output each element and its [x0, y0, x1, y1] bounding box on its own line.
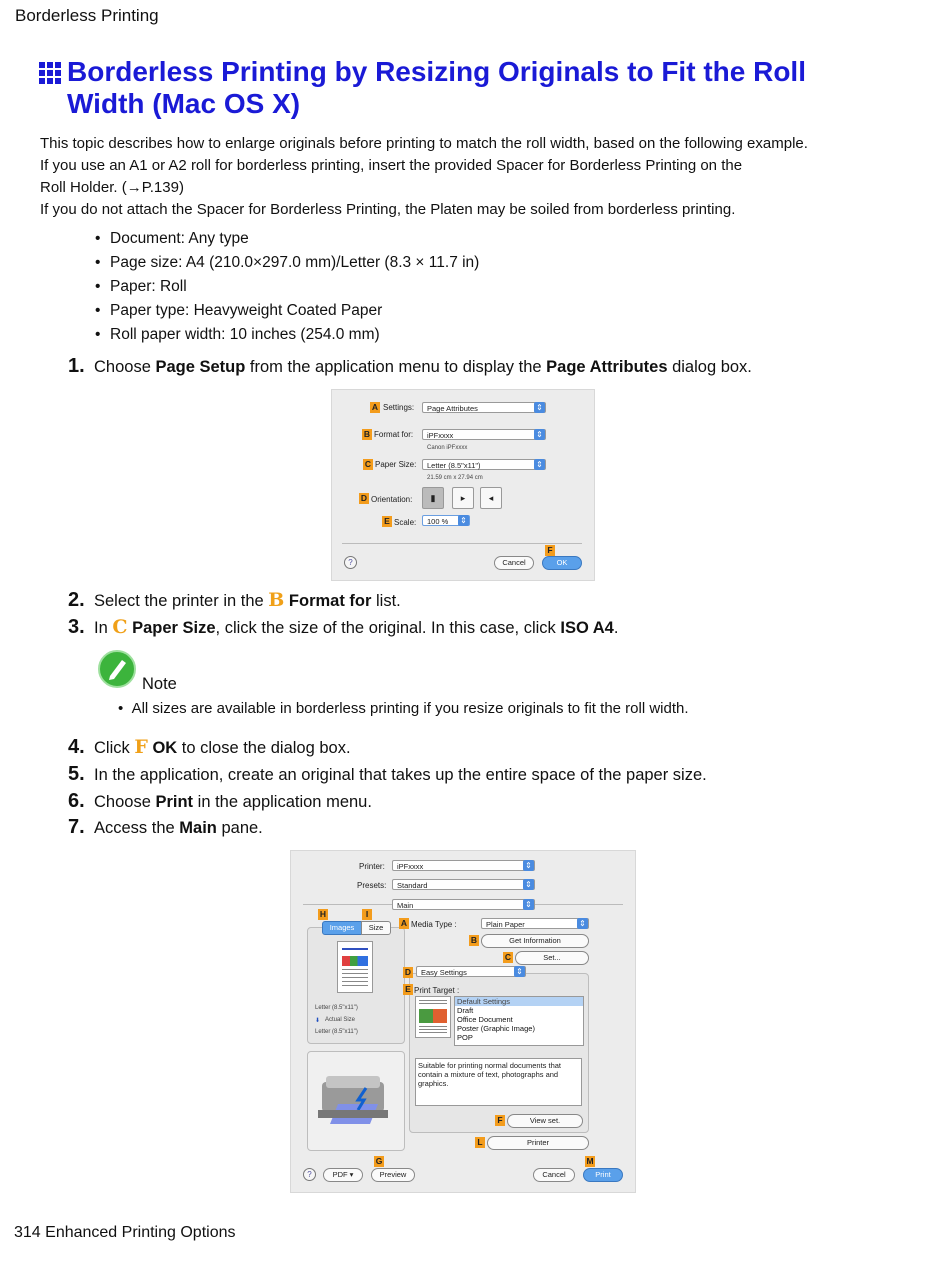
step-keyword: Main	[179, 819, 217, 837]
presets-select[interactable]: Standard ⇕	[392, 879, 535, 890]
media-type-label: Media Type :	[411, 920, 457, 929]
note-item: • All sizes are available in borderless printing if you resize originals to fit the roll width.	[118, 700, 689, 717]
size-info: Actual Size	[325, 1017, 356, 1023]
paper-size-select[interactable]: Letter (8.5"x11") ⇕	[422, 459, 546, 470]
list-item: • Page size: A4 (210.0×297.0 mm)/Letter (8.3 × 11.7 in)	[95, 251, 479, 275]
step-number: 7.	[68, 816, 85, 838]
step-6	[68, 790, 372, 813]
paper-dimensions: 21.59 cm x 27.94 cm	[427, 475, 483, 481]
running-header: Borderless Printing	[15, 6, 159, 25]
step-text: .	[613, 619, 619, 637]
list-item: • Document: Any type	[95, 227, 479, 251]
ok-button[interactable]: OK	[542, 556, 582, 570]
tab-images[interactable]: Images	[322, 921, 362, 935]
callout-l: L	[475, 1137, 485, 1148]
step-1	[68, 355, 752, 378]
step-2	[68, 589, 401, 612]
step-keyword: Print	[155, 793, 194, 811]
cancel-button[interactable]: Cancel	[494, 556, 534, 570]
list-item: • Roll paper width: 10 inches (254.0 mm)	[95, 323, 479, 347]
step-text: list.	[371, 592, 401, 610]
target-description: Suitable for printing normal documents that contain a mixture of text, photographs and graphics.	[415, 1058, 582, 1106]
callout-letter: C	[112, 616, 128, 638]
step-text: Choose	[94, 793, 156, 811]
callout-e: E	[403, 984, 413, 995]
step-text: , click the size of the original. In this case, click	[215, 619, 561, 637]
step-text: from the application menu to display the	[245, 358, 547, 376]
callout-e: E	[382, 516, 392, 527]
step-5	[68, 763, 707, 786]
grid-icon	[39, 62, 61, 84]
step-text: Click	[94, 739, 135, 757]
printer-label: Printer:	[359, 862, 385, 871]
intro-line-4: If you do not attach the Spacer for Borderless Printing, the Platen may be soiled from borderless printing.	[40, 201, 736, 218]
landscape-reverse-icon[interactable]: ◂	[480, 487, 502, 509]
callout-a: A	[400, 918, 408, 928]
list-item[interactable]: Poster (Graphic Image)	[457, 1024, 535, 1033]
callout-a: A	[371, 402, 379, 412]
page-attributes-dialog	[331, 389, 595, 581]
callout-letter: B	[268, 589, 285, 611]
step-keyword: ISO A4	[560, 619, 614, 637]
callout-letter: F	[134, 736, 148, 758]
step-text: In the application, create an original that takes up the entire space of the paper size.	[94, 766, 707, 784]
scale-input[interactable]: 100 % ⇕	[422, 515, 470, 526]
get-information-button[interactable]: Get Information	[481, 934, 589, 948]
size-info: Letter (8.5"x11")	[315, 1005, 358, 1011]
step-7	[68, 816, 263, 839]
help-button[interactable]: ?	[303, 1168, 316, 1181]
step-text: pane.	[216, 819, 263, 837]
step-number: 1.	[68, 355, 85, 377]
set-button[interactable]: Set...	[515, 951, 589, 965]
landscape-icon[interactable]: ▸	[452, 487, 474, 509]
size-info: Letter (8.5"x11")	[315, 1029, 358, 1035]
page-title: Borderless Printing by Resizing Originals to Fit the Roll Width (Mac OS X)	[67, 56, 806, 119]
callout-c: C	[504, 952, 512, 962]
page-preview-image	[337, 941, 373, 993]
printer-select[interactable]: iPFxxxx ⇕	[392, 860, 535, 871]
callout-f: F	[495, 1115, 505, 1126]
callout-f: F	[545, 545, 555, 556]
note-label: Note	[142, 675, 177, 693]
media-type-select[interactable]: Plain Paper ⇕	[481, 918, 589, 929]
format-for-label: Format for:	[374, 430, 414, 439]
pdf-button[interactable]: PDF ▾	[323, 1168, 363, 1182]
list-item: • Paper type: Heavyweight Coated Paper	[95, 299, 479, 323]
list-item[interactable]: Default Settings	[455, 997, 583, 1006]
step-keyword: Paper Size	[132, 619, 216, 637]
print-target-label: Print Target :	[414, 986, 460, 995]
step-text: In	[94, 619, 113, 637]
step-text: to close the dialog box.	[177, 739, 351, 757]
callout-b: B	[363, 429, 371, 439]
format-for-select[interactable]: iPFxxxx ⇕	[422, 429, 546, 440]
list-item[interactable]: Office Document	[457, 1015, 513, 1024]
scale-label: Scale:	[394, 518, 417, 527]
step-keyword: Page Setup	[155, 358, 246, 376]
list-item[interactable]: POP	[457, 1033, 473, 1042]
cancel-button[interactable]: Cancel	[533, 1168, 575, 1182]
print-button[interactable]: Print	[583, 1168, 623, 1182]
step-number: 3.	[68, 616, 85, 638]
printer-image	[307, 1051, 405, 1151]
callout-i: I	[362, 909, 372, 920]
settings-select[interactable]: Page Attributes ⇕	[422, 402, 546, 413]
note-pencil-icon	[98, 650, 136, 688]
step-number: 5.	[68, 763, 85, 785]
callout-d: D	[404, 967, 412, 977]
easy-settings-select[interactable]: Easy Settings ⇕	[416, 966, 526, 977]
callout-d: D	[360, 493, 368, 503]
print-target-list[interactable]	[454, 996, 584, 1046]
settings-label: Settings:	[383, 403, 415, 412]
page-footer: 314 Enhanced Printing Options	[14, 1224, 236, 1241]
printer-model: Canon iPFxxxx	[427, 445, 468, 451]
note-text: All sizes are available in borderless printing if you resize originals to fit the roll width.	[131, 700, 689, 717]
intro-line-1: This topic describes how to enlarge originals before printing to match the roll width, based on the following example.	[40, 135, 808, 152]
tab-size[interactable]: Size	[361, 921, 391, 935]
orientation-label: Orientation:	[371, 495, 413, 504]
callout-m: M	[586, 1156, 594, 1166]
step-keyword: OK	[152, 739, 178, 757]
intro-line-2: If you use an A1 or A2 roll for borderless printing, insert the provided Spacer for Borderless Printing on the	[40, 157, 743, 174]
target-preview-image	[415, 996, 451, 1038]
view-set-button[interactable]: View set.	[507, 1114, 583, 1128]
portrait-icon[interactable]: ▮	[422, 487, 444, 509]
step-3	[68, 616, 618, 639]
pane-select[interactable]: Main ⇕	[392, 899, 535, 910]
step-keyword: Page Attributes	[546, 358, 668, 376]
step-number: 4.	[68, 736, 85, 758]
step-number: 6.	[68, 790, 85, 812]
intro-line-3: Roll Holder. (→P.139)	[40, 179, 184, 196]
presets-label: Presets:	[357, 881, 387, 890]
step-keyword: Format for	[288, 592, 372, 610]
step-text: dialog box.	[667, 358, 752, 376]
step-text: Select the printer in the	[94, 592, 269, 610]
step-number: 2.	[68, 589, 85, 611]
step-4	[68, 736, 351, 759]
list-item: • Paper: Roll	[95, 275, 479, 299]
step-text: Access the	[94, 819, 180, 837]
step-text: in the application menu.	[193, 793, 372, 811]
printer-button[interactable]: Printer	[487, 1136, 589, 1150]
example-list	[95, 227, 479, 347]
callout-g: G	[375, 1156, 383, 1166]
preview-button[interactable]: Preview	[371, 1168, 415, 1182]
list-item[interactable]: Draft	[457, 1006, 474, 1015]
print-dialog	[290, 850, 636, 1193]
arrow-down-icon: ⬇	[315, 1018, 321, 1024]
help-button[interactable]: ?	[344, 556, 357, 569]
step-text: Choose	[94, 358, 156, 376]
callout-c: C	[364, 459, 372, 469]
paper-size-label: Paper Size:	[375, 460, 417, 469]
callout-h: H	[319, 909, 327, 919]
callout-b: B	[470, 935, 478, 945]
